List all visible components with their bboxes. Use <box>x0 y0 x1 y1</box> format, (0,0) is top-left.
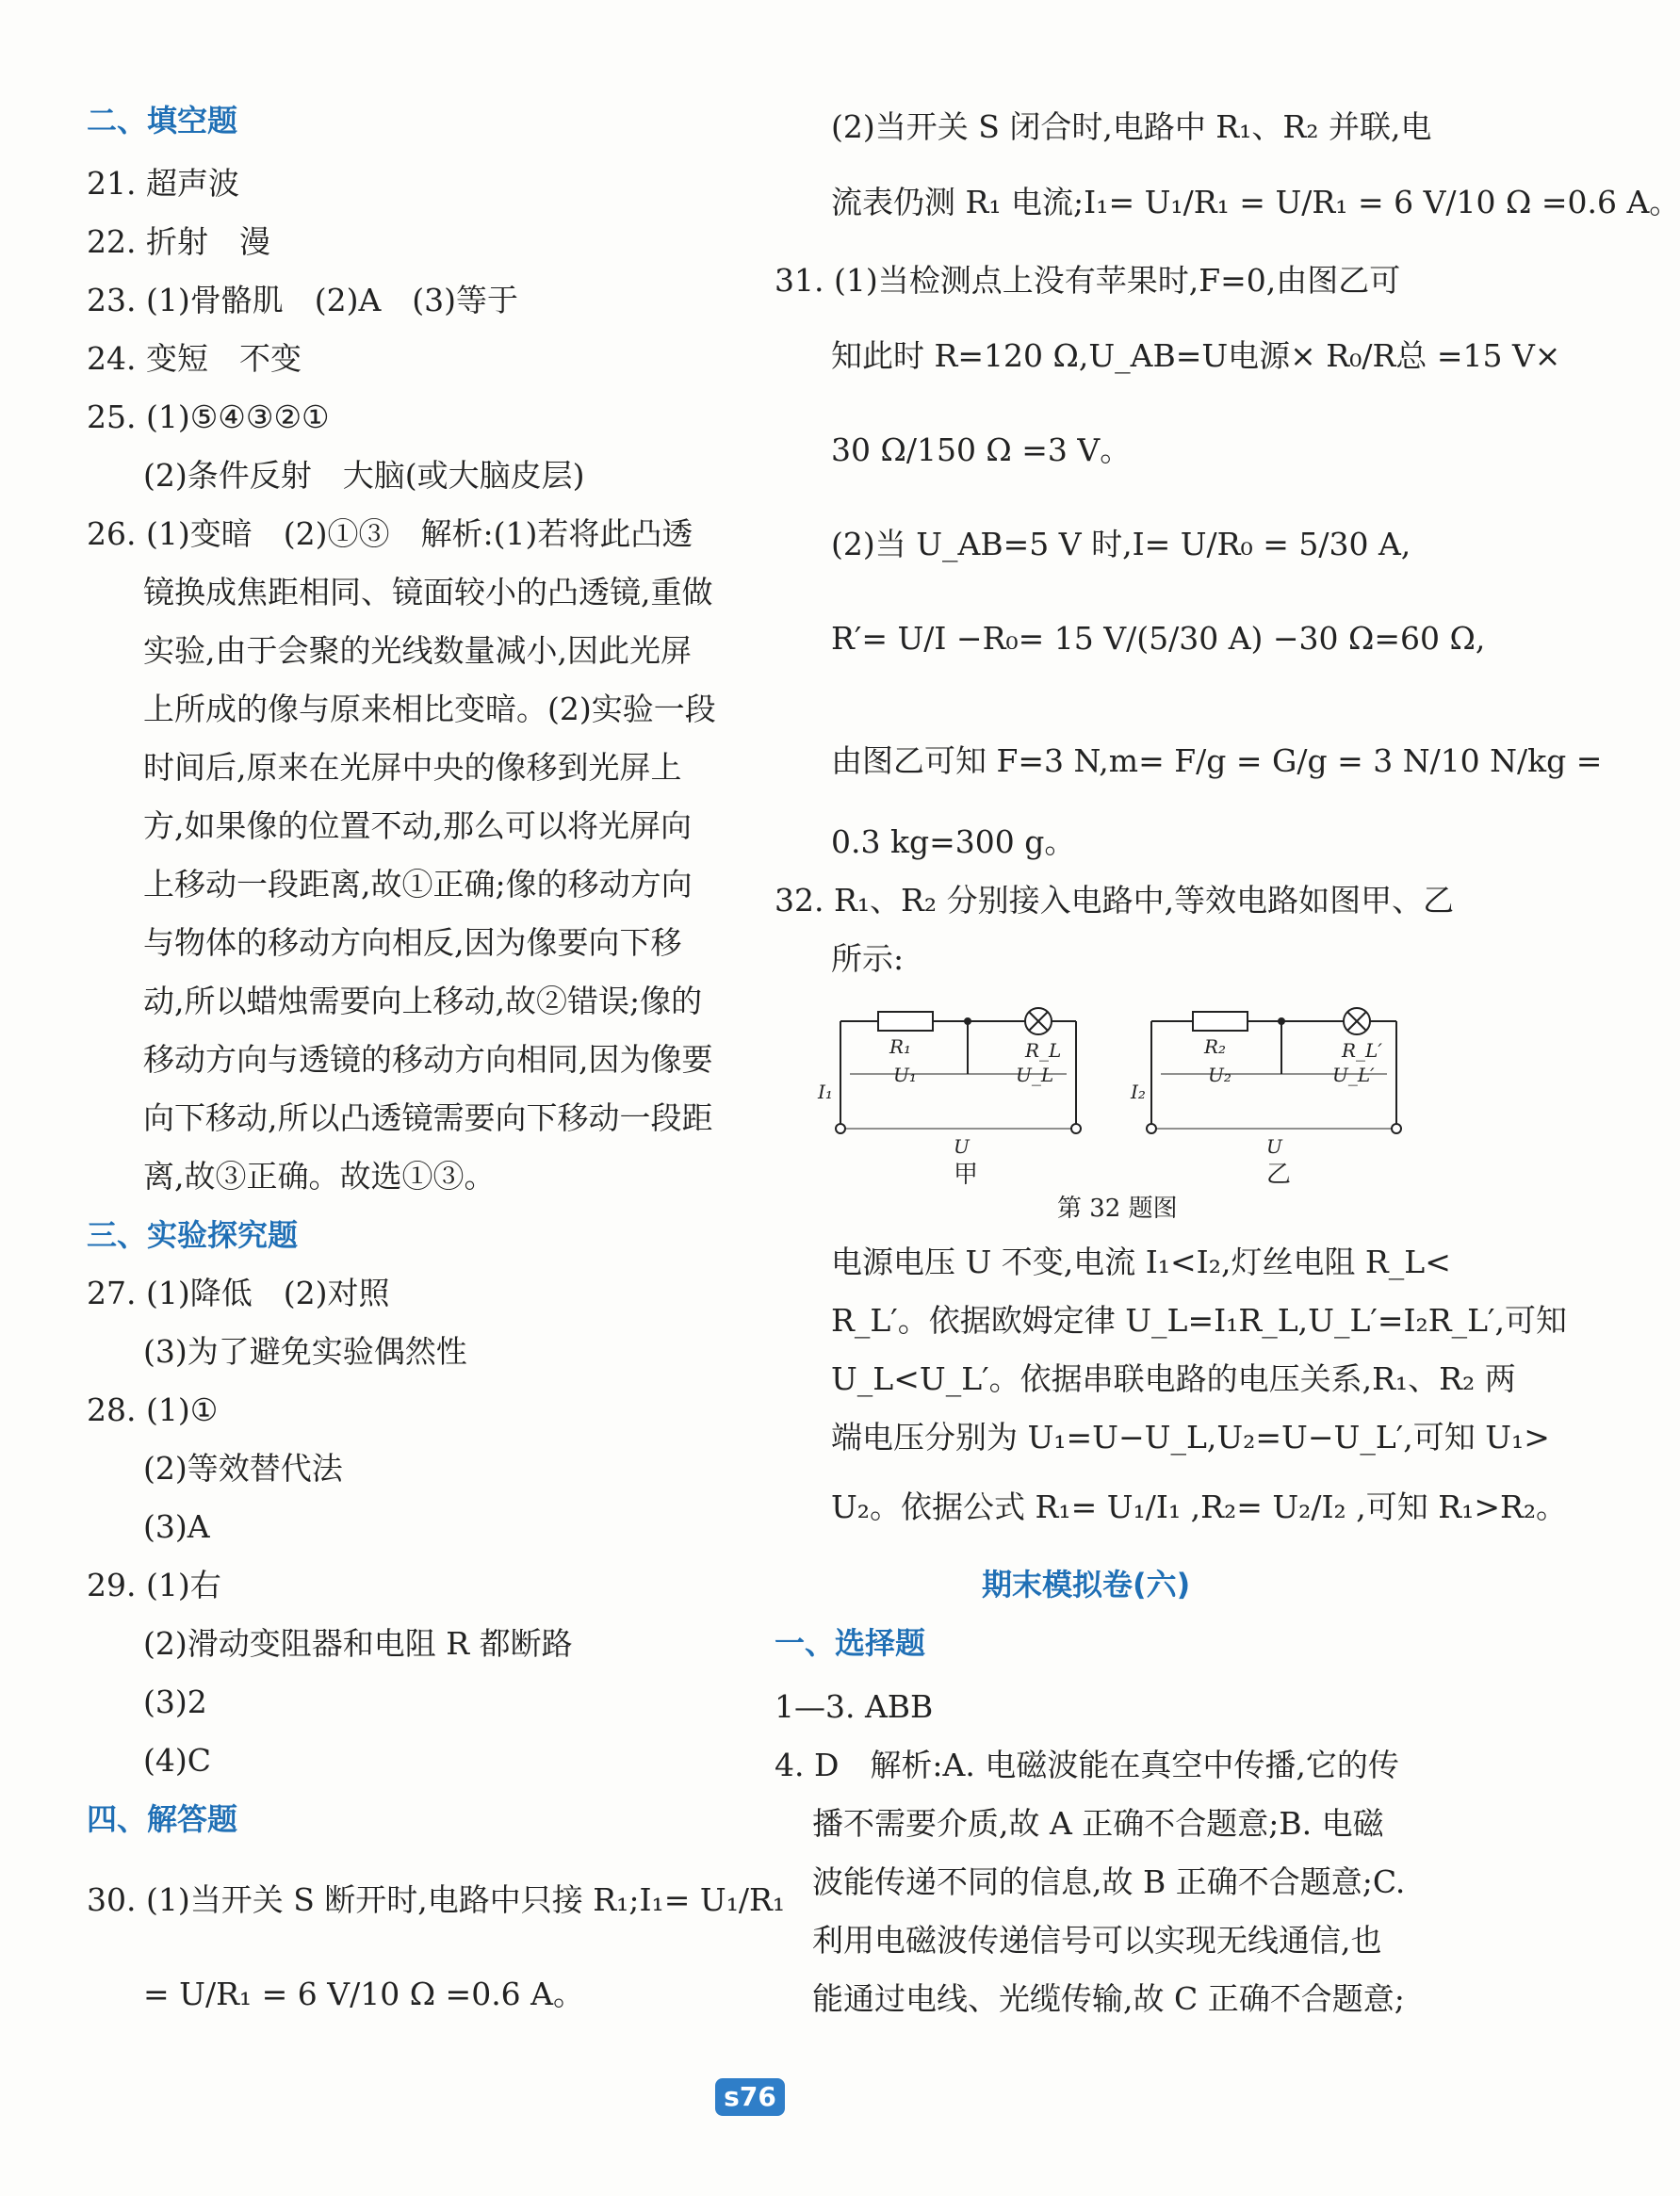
label-i2: I₂ <box>1131 1081 1146 1103</box>
label-ul: U_L <box>1016 1064 1054 1086</box>
label-r1: R₁ <box>889 1035 912 1058</box>
answer-27-2: (3)为了避免实验偶然性 <box>143 1333 467 1370</box>
answer-22: 22. 折射 漫 <box>87 223 270 260</box>
answer-4-1: 4. D 解析:A. 电磁波能在真空中传播,它的传 <box>775 1747 1399 1783</box>
answer-31-5: R′= U/I −R₀= 15 V/(5/30 A) −30 Ω=60 Ω, <box>831 620 1486 657</box>
answer-26-line: 移动方向与透镜的移动方向相同,因为像要 <box>143 1041 713 1078</box>
answer-4-2: 播不需要介质,故 A 正确不合题意;B. 电磁 <box>812 1805 1384 1842</box>
answer-26-line: 上所成的像与原来相比变暗。(2)实验一段 <box>143 691 716 727</box>
label-rl: R_L <box>1025 1039 1062 1062</box>
answer-1-3: 1—3. ABB <box>775 1688 934 1725</box>
answer-21: 21. 超声波 <box>87 165 239 202</box>
answer-32-1: 32. R₁、R₂ 分别接入电路中,等效电路如图甲、乙 <box>775 882 1455 919</box>
label-u-jia: U <box>954 1135 970 1158</box>
answer-4-5: 能通过电线、光缆传输,故 C 正确不合题意; <box>812 1980 1405 2017</box>
answer-23: 23. (1)骨骼肌 (2)A (3)等于 <box>87 282 519 318</box>
answer-28-3: (3)A <box>143 1508 210 1545</box>
section-heading-answer: 四、解答题 <box>87 1801 238 1837</box>
answer-31-4: (2)当 U_AB=5 V 时,I= U/R₀ = 5/30 A, <box>831 526 1411 562</box>
answer-26-line: 动,所以蜡烛需要向上移动,故②错误;像的 <box>143 983 703 1019</box>
answer-27-1: 27. (1)降低 (2)对照 <box>87 1275 390 1311</box>
answer-29-4: (4)C <box>143 1742 211 1779</box>
answer-30-4: 流表仍测 R₁ 电流;I₁= U₁/R₁ = U/R₁ = 6 V/10 Ω =0.6 A。 <box>831 184 1680 220</box>
figure-label-jia: 甲 <box>954 1161 979 1189</box>
answer-32-3: 电源电压 U 不变,电流 I₁<I₂,灯丝电阻 R_L< <box>831 1244 1451 1280</box>
answer-26-line: 上移动一段距离,故①正确;像的移动方向 <box>143 866 693 903</box>
answer-30-2: = U/R₁ = 6 V/10 Ω =0.6 A。 <box>143 1976 584 2012</box>
answer-4-3: 波能传递不同的信息,故 B 正确不合题意;C. <box>812 1863 1406 1900</box>
answer-28-1: 28. (1)① <box>87 1391 219 1428</box>
answer-31-7: 0.3 kg=300 g。 <box>831 823 1076 860</box>
answer-26-line: 时间后,原来在光屏中央的像移到光屏上 <box>143 749 682 786</box>
answer-30-3: (2)当开关 S 闭合时,电路中 R₁、R₂ 并联,电 <box>831 108 1432 145</box>
answer-26-line: 26. (1)变暗 (2)①③ 解析:(1)若将此凸透 <box>87 515 693 552</box>
circuit-diagram <box>818 989 1434 1178</box>
label-u-yi: U <box>1266 1135 1282 1158</box>
answer-25-2: (2)条件反射 大脑(或大脑皮层) <box>143 457 585 494</box>
answer-30-1: 30. (1)当开关 S 断开时,电路中只接 R₁;I₁= U₁/R₁ <box>87 1881 786 1918</box>
answer-32-7: U₂。依据公式 R₁= U₁/I₁ ,R₂= U₂/I₂ ,可知 R₁>R₂。 <box>831 1488 1568 1525</box>
label-ul-prime: U_L′ <box>1332 1064 1375 1086</box>
answer-26-line: 离,故③正确。故选①③。 <box>143 1158 496 1195</box>
section-heading-experiment: 三、实验探究题 <box>87 1217 299 1253</box>
answer-26-line: 方,如果像的位置不动,那么可以将光屏向 <box>143 807 692 844</box>
figure-caption: 第 32 题图 <box>1057 1195 1178 1223</box>
answer-29-2: (2)滑动变阻器和电阻 R 都断路 <box>143 1625 573 1662</box>
answer-31-6: 由图乙可知 F=3 N,m= F/g = G/g = 3 N/10 N/kg = <box>831 742 1603 779</box>
answer-31-1: 31. (1)当检测点上没有苹果时,F=0,由图乙可 <box>775 262 1401 299</box>
label-r2: R₂ <box>1204 1035 1227 1058</box>
page-number-badge: s76 <box>715 2078 785 2116</box>
label-i1: I₁ <box>818 1081 833 1103</box>
answer-25-1: 25. (1)⑤④③②① <box>87 399 330 435</box>
answer-26-line: 镜换成焦距相同、镜面较小的凸透镜,重做 <box>143 574 713 610</box>
resistor-r2 <box>1193 1012 1248 1031</box>
resistor-r1 <box>878 1012 933 1031</box>
answer-26-line: 与物体的移动方向相反,因为像要向下移 <box>143 924 682 961</box>
answer-26-line: 向下移动,所以凸透镜需要向下移动一段距 <box>143 1099 713 1136</box>
answer-28-2: (2)等效替代法 <box>143 1450 343 1487</box>
answer-32-4: R_L′。依据欧姆定律 U_L=I₁R_L,U_L′=I₂R_L′,可知 <box>831 1302 1568 1339</box>
answer-29-3: (3)2 <box>143 1684 207 1720</box>
section-heading-fill: 二、填空题 <box>87 103 238 138</box>
section-title-final: 期末模拟卷(六) <box>982 1567 1191 1602</box>
label-u2: U₂ <box>1208 1064 1231 1086</box>
answer-4-4: 利用电磁波传递信号可以实现无线通信,也 <box>812 1922 1382 1959</box>
answer-32-5: U_L<U_L′。依据串联电路的电压关系,R₁、R₂ 两 <box>831 1360 1516 1397</box>
answer-32-2: 所示: <box>831 940 905 977</box>
label-rl-prime: R_L′ <box>1342 1039 1382 1062</box>
label-u1: U₁ <box>893 1064 917 1086</box>
answer-29-1: 29. (1)右 <box>87 1567 221 1603</box>
answer-24: 24. 变短 不变 <box>87 340 302 377</box>
figure-label-yi: 乙 <box>1266 1161 1292 1189</box>
section-heading-choice: 一、选择题 <box>775 1625 926 1661</box>
answer-31-2: 知此时 R=120 Ω,U_AB=U电源× R₀/R总 =15 V× <box>831 337 1561 374</box>
answer-26-line: 实验,由于会聚的光线数量减小,因此光屏 <box>143 632 692 669</box>
answer-31-3: 30 Ω/150 Ω =3 V。 <box>831 431 1132 468</box>
answer-32-6: 端电压分别为 U₁=U−U_L,U₂=U−U_L′,可知 U₁> <box>831 1419 1550 1456</box>
